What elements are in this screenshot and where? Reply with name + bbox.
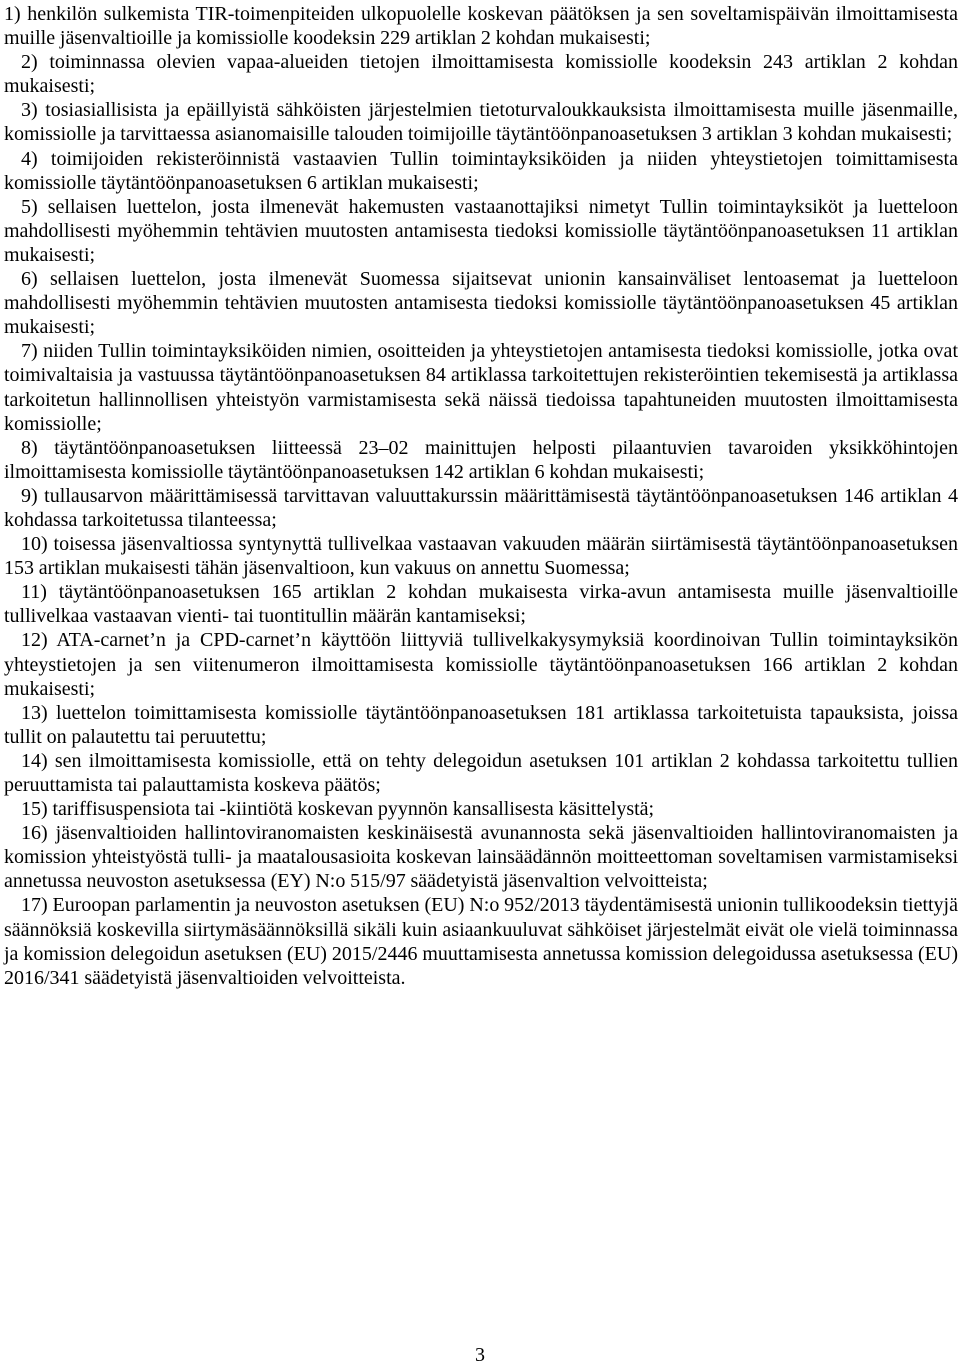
list-item: 4) toimijoiden rekisteröinnistä vastaavien Tullin toimintayksiköiden ja niiden yhteystietojen toimittamisesta komissiolle täytäntöönpanoasetuksen 6 artiklan mukaisesti;	[4, 147, 958, 194]
list-item: 1) henkilön sulkemista TIR-toimenpiteiden ulkopuolelle koskevan päätöksen ja sen soveltamispäivän ilmoittamisesta muille jäsenvaltioille ja komissiolle koodeksin 229 artiklan 2 kohdan mukaisesti;	[4, 3, 958, 50]
list-item: 6) sellaisen luettelon, josta ilmenevät Suomessa sijaitsevat unionin kansainväliset lentoasemat ja luetteloon mahdollisesti myöhemmin tehtävien muutosten antamisesta tiedoksi komissiolle täytäntöönpanoasetuksen 45 artiklan mukaisesti;	[4, 268, 958, 339]
list-item: 11) täytäntöönpanoasetuksen 165 artiklan 2 kohdan mukaisesta virka-avun antamisesta muille jäsenvaltioille tullivelkaa vastaavan vienti- tai tuontitullin määrän kantamiseksi;	[4, 581, 958, 628]
list-item: 13) luettelon toimittamisesta komissiolle täytäntöönpanoasetuksen 181 artiklassa tarkoitetuista tapauksista, joissa tullit on palautettu tai peruutettu;	[4, 701, 958, 748]
list-item: 17) Euroopan parlamentin ja neuvoston asetuksen (EU) N:o 952/2013 täydentämisestä unionin tullikoodeksin tiettyjä säännöksiä koskevilla siirtymäsäännöksillä sikäli kuin asiaankuuluvat sähköiset järjestelmät eivät ole vielä toiminnassa ja komission delegoidun asetuksen (EU) 2015/2446 muuttamisesta annetussa komission delegoidussa asetuksessa (EU) 2016/341 säädetyistä jäsenvaltioiden velvoitteista.	[4, 894, 958, 989]
list-item: 10) toisessa jäsenvaltiossa syntynyttä tullivelkaa vastaavan vakuuden määrän siirtämisestä täytäntöönpanoasetuksen 153 artiklan mukaisesti tähän jäsenvaltioon, kun vakuus on annettu Suomessa;	[4, 533, 958, 580]
list-item: 3) tosiasiallisista ja epäillyistä sähköisten järjestelmien tietoturvaloukkauksista ilmoittamisesta muille jäsenmaille, komissiolle ja tarvittaessa asianomaisille talouden toimijoille täytäntöönpanoasetuksen 3 artiklan 3 kohdan mukaisesti;	[4, 99, 958, 146]
document-body	[4, 2, 958, 990]
list-item: 7) niiden Tullin toimintayksiköiden nimien, osoitteiden ja yhteystietojen antamisesta tiedoksi komissiolle, jotka ovat toimivaltaisia ja vastuussa täytäntöönpanoasetuksen 84 artiklassa tarkoitettujen rekisteröintien tekemisestä ja artiklassa tarkoitetun hallinnollisen yhteistyön varmistamisesta sekä näissä tiedoissa tapahtuneiden muutosten ilmoittamisesta komissiolle;	[4, 340, 958, 435]
list-item: 9) tullausarvon määrittämisessä tarvittavan valuuttakurssin määrittämisestä täytäntöönpanoasetuksen 146 artiklan 4 kohdassa tarkoitetussa tilanteessa;	[4, 484, 958, 531]
list-item: 14) sen ilmoittamisesta komissiolle, että on tehty delegoidun asetuksen 101 artiklan 2 kohdassa tarkoitettu tullien peruuttamista tai palauttamista koskeva päätös;	[4, 749, 958, 796]
page-number: 3	[475, 1344, 485, 1366]
list-item: 8) täytäntöönpanoasetuksen liitteessä 23–02 mainittujen helposti pilaantuvien tavaroiden yksikköhintojen ilmoittamisesta komissiolle täytäntöönpanoasetuksen 142 artiklan 6 kohdan mukaisesti;	[4, 436, 958, 483]
list-item: 5) sellaisen luettelon, josta ilmenevät hakemusten vastaanottajiksi nimetyt Tullin toimintayksiköt ja luetteloon mahdollisesti myöhemmin tehtävien muutosten antamisesta tiedoksi komissiolle täytäntöönpanoasetuksen 11 artiklan mukaisesti;	[4, 195, 958, 266]
list-item: 2) toiminnassa olevien vapaa-alueiden tietojen ilmoittamisesta komissiolle koodeksin 243 artiklan 2 kohdan mukaisesti;	[4, 51, 958, 98]
list-item: 16) jäsenvaltioiden hallintoviranomaisten keskinäisestä avunannosta sekä jäsenvaltioiden hallintoviranomaisten ja komission yhteistyöstä tulli- ja maatalousasioita koskevan lainsäädännön moitteettoman soveltamisen varmistamiseksi annetussa neuvoston asetuksessa (EY) N:o 515/97 säädetyistä jäsenvaltion velvoitteista;	[4, 822, 958, 893]
list-item: 15) tariffisuspensiota tai -kiintiötä koskevan pyynnön kansallisesta käsittelystä;	[21, 798, 655, 821]
list-item: 12) ATA-carnet’n ja CPD-carnet’n käyttöön liittyviä tullivelkakysymyksiä koordinoivan Tullin toimintayksikön yhteystietojen ja sen viitenumeron ilmoittamisesta komissiolle täytäntöönpanoasetuksen 166 artiklan 2 kohdan mukaisesti;	[4, 629, 958, 700]
